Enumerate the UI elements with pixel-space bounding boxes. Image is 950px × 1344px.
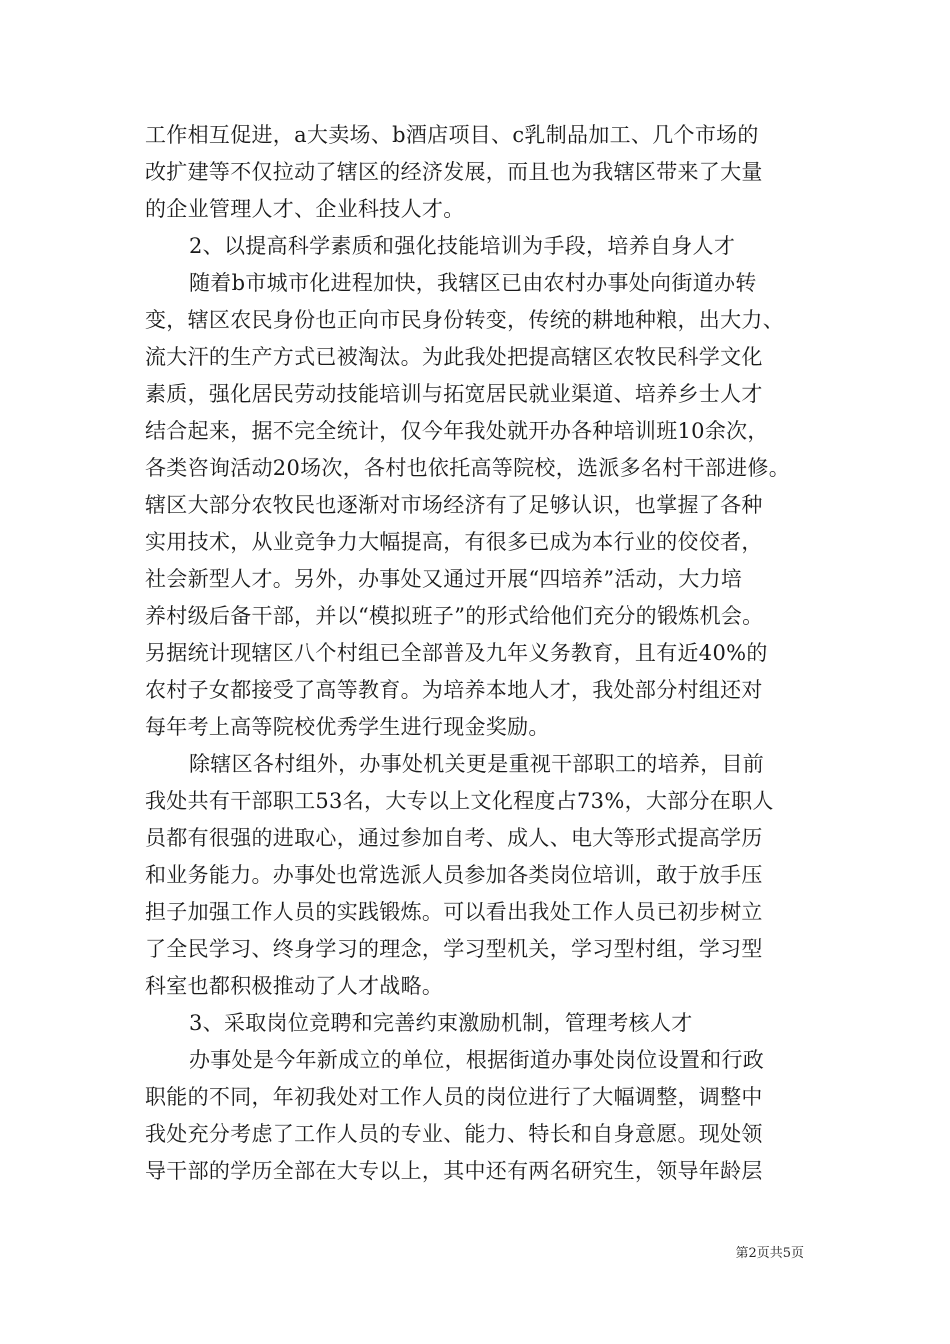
- text-line: 的企业管理人才、企业科技人才。: [145, 197, 465, 221]
- text-line: 辖区大部分农牧民也逐渐对市场经济有了足够认识，也掌握了各种: [145, 493, 763, 517]
- text-line: 结合起来，据不完全统计，仅今年我处就开办各种培训班10余次，: [145, 419, 769, 443]
- text-line: 素质，强化居民劳动技能培训与拓宽居民就业渠道、培养乡士人才: [145, 382, 763, 406]
- text-line: 每年考上高等院校优秀学生进行现金奖励。: [145, 715, 550, 739]
- text-line: 社会新型人才。另外，办事处又通过开展“四培养”活动，大力培: [145, 567, 743, 591]
- text-line: 农村子女都接受了高等教育。为培养本地人才，我处部分村组还对: [145, 678, 763, 702]
- section-heading: 2、以提高科学素质和强化技能培训为手段，培养自身人才: [189, 234, 736, 258]
- text-line: 另据统计现辖区八个村组已全部普及九年义务教育，且有近40%的: [145, 641, 768, 665]
- text-line: 办事处是今年新成立的单位，根据街道办事处岗位设置和行政: [189, 1048, 765, 1072]
- page-number: 第2页共5页: [735, 1246, 804, 1261]
- text-line: 工作相互促进，a大卖场、b酒店项目、c乳制品加工、几个市场的: [145, 123, 759, 147]
- text-line: 实用技术，从业竞争力大幅提高，有很多已成为本行业的佼佼者，: [145, 530, 763, 554]
- text-line: 我处充分考虑了工作人员的专业、能力、特长和自身意愿。现处领: [145, 1122, 763, 1146]
- section-heading: 3、采取岗位竞聘和完善约束激励机制，管理考核人才: [189, 1011, 693, 1035]
- text-line: 科室也都积极推动了人才战略。: [145, 974, 444, 998]
- text-line: 除辖区各村组外，办事处机关更是重视干部职工的培养，目前: [189, 752, 765, 776]
- text-line: 各类咨询活动20场次，各村也依托高等院校，选派多名村干部进修。: [145, 456, 791, 480]
- text-line: 随着b市城市化进程加快，我辖区已由农村办事处向街道办转: [189, 271, 757, 295]
- text-line: 变，辖区农民身份也正向市民身份转变，传统的耕地种粮，出大力、: [145, 308, 784, 332]
- text-line: 我处共有干部职工53名，大专以上文化程度占73%，大部分在职人: [145, 789, 774, 813]
- text-line: 导干部的学历全部在大专以上，其中还有两名研究生，领导年龄层: [145, 1159, 763, 1183]
- text-line: 养村级后备干部，并以“模拟班子”的形式给他们充分的锻炼机会。: [145, 604, 764, 628]
- text-line: 员都有很强的进取心，通过参加自考、成人、电大等形式提高学历: [145, 826, 763, 850]
- text-line: 和业务能力。办事处也常选派人员参加各类岗位培训，敢于放手压: [145, 863, 763, 887]
- text-line: 改扩建等不仅拉动了辖区的经济发展，而且也为我辖区带来了大量: [145, 160, 763, 184]
- text-line: 了全民学习、终身学习的理念，学习型机关，学习型村组，学习型: [145, 937, 763, 961]
- text-line: 流大汗的生产方式已被淘汰。为此我处把提高辖区农牧民科学文化: [145, 345, 763, 369]
- text-line: 担子加强工作人员的实践锻炼。可以看出我处工作人员已初步树立: [145, 900, 763, 924]
- text-line: 职能的不同，年初我处对工作人员的岗位进行了大幅调整，调整中: [145, 1085, 763, 1109]
